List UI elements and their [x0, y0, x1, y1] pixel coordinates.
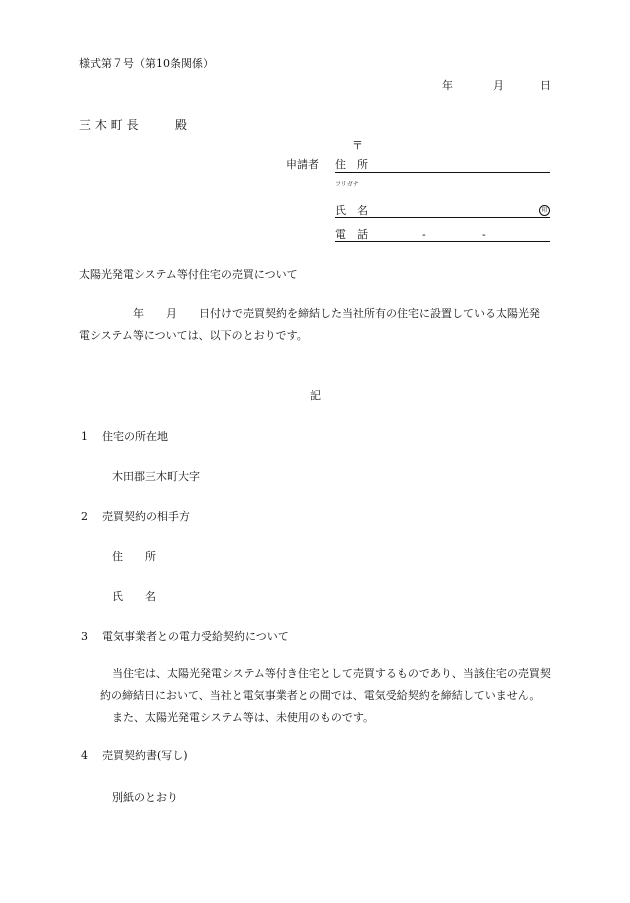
item-2-name-label: 氏 名 [112, 590, 156, 603]
date-month-label: 月 [493, 79, 504, 92]
applicant-label: 申請者 [286, 158, 319, 171]
addressee: 三 木 町 長 [79, 118, 139, 132]
form-number: 様式第７号（第10条関係） [79, 57, 214, 70]
item-4-title: 売買契約書(写し) [102, 749, 188, 762]
honorific: 殿 [175, 118, 188, 132]
postal-mark: 〒 [352, 139, 363, 152]
subject: 太陽光発電システム等付住宅の売買について [79, 268, 298, 281]
item-3-line-2: 約の締結日において、当社と電気事業者との間では、電気受給契約を締結していません。 [100, 689, 541, 702]
phone-underline [335, 241, 550, 242]
name-label: 氏 名 [335, 204, 368, 217]
phone-dash-2: - [482, 228, 486, 241]
item-3-line-1: 当住宅は、太陽光発電システム等付き住宅として売買するものであり、当該住宅の売買契 [112, 667, 551, 680]
item-1-number: 1 [81, 430, 88, 443]
item-3-title: 電気事業者との電力受給契約について [102, 630, 289, 643]
seal-mark: 印 [539, 205, 550, 216]
phone-label: 電 話 [335, 228, 368, 241]
item-1-body: 木田郡三木町大字 [112, 470, 200, 483]
phone-dash-1: - [422, 228, 426, 241]
item-3-line-3: また、太陽光発電システム等は、未使用のものです。 [112, 711, 375, 724]
item-4-number: 4 [81, 749, 88, 762]
intro-line-2: 電システム等については、以下のとおりです。 [79, 329, 308, 342]
address-label: 住 所 [335, 158, 368, 171]
intro-line-1: 年 月 日付けで売買契約を締結した当社所有の住宅に設置している太陽光発 [133, 307, 540, 320]
item-1-title: 住宅の所在地 [102, 430, 168, 443]
date-year-label: 年 [442, 79, 453, 92]
ki-heading: 記 [310, 389, 321, 402]
item-3-number: 3 [81, 630, 88, 643]
address-underline [335, 172, 550, 173]
item-2-number: 2 [81, 510, 88, 523]
date-day-label: 日 [540, 79, 551, 92]
name-underline [335, 217, 550, 218]
furigana-label: フリガナ [335, 181, 359, 188]
item-2-title: 売買契約の相手方 [102, 510, 190, 523]
item-2-address-label: 住 所 [112, 550, 156, 563]
item-4-body: 別紙のとおり [112, 791, 178, 804]
